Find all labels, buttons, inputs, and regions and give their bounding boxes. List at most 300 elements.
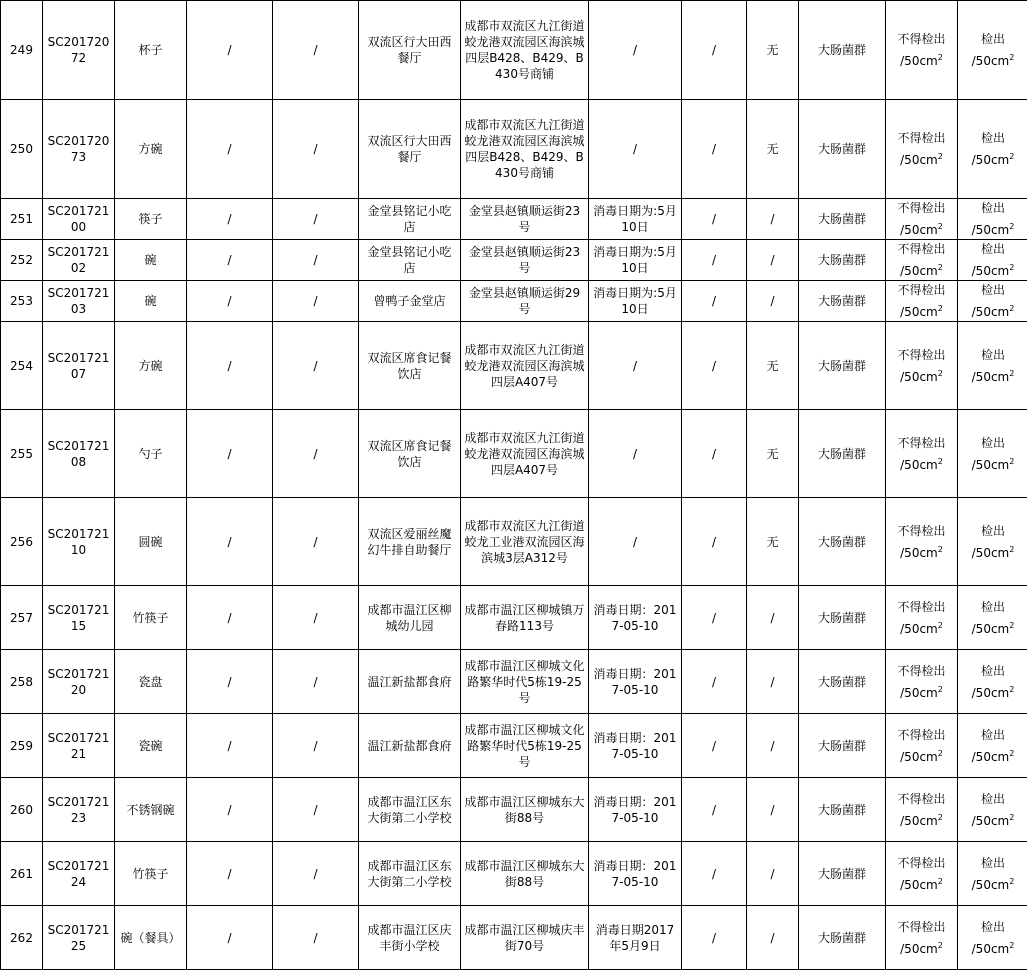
standard-value: 不得检出 — [897, 791, 946, 806]
test-result: 检出 — [980, 523, 1005, 538]
standard-value: 不得检出 — [897, 599, 946, 614]
col-4-cell: / — [187, 199, 273, 240]
standard-value: 不得检出 — [897, 435, 946, 450]
col-4-cell: / — [187, 498, 273, 586]
test-result: 检出 — [980, 791, 1005, 806]
table-row — [1, 240, 1027, 281]
col-5-cell: / — [273, 100, 359, 199]
unit-label — [961, 53, 1025, 69]
test-item-cell: 大肠菌群 — [799, 410, 886, 498]
col-5-cell: / — [273, 842, 359, 906]
standard-value-cell — [886, 240, 958, 281]
col-4-cell: / — [187, 650, 273, 714]
test-result-cell — [958, 281, 1027, 322]
unit-superscript: 2 — [1009, 53, 1015, 62]
unit-superscript: 2 — [937, 544, 943, 554]
disinfection-date-cell: / — [589, 100, 682, 199]
unit-superscript: 2 — [937, 876, 943, 886]
unit-address-cell: 成都市温江区柳城庆丰街70号 — [461, 906, 589, 970]
unit-name-cell: 双流区爱丽丝魔幻牛排自助餐厅 — [359, 498, 461, 586]
unit-name-cell: 双流区行大田西餐厅 — [359, 100, 461, 199]
standard-value: 不得检出 — [897, 663, 946, 678]
col-4-cell: / — [187, 322, 273, 410]
unit-label — [889, 263, 954, 279]
unit-superscript: 2 — [937, 748, 943, 758]
row-number-cell: 256 — [1, 498, 43, 586]
unit-label — [961, 749, 1025, 765]
row-number-cell: 250 — [1, 100, 43, 199]
standard-value: 不得检出 — [897, 919, 946, 934]
results-table-body — [1, 1, 1027, 970]
unit-text: /50cm — [900, 369, 938, 384]
sample-name-cell: 碗（餐具） — [115, 906, 187, 970]
col-10-cell: / — [747, 586, 799, 650]
table-row — [1, 586, 1027, 650]
col-9-cell: / — [682, 498, 747, 586]
col-9-cell: / — [682, 906, 747, 970]
disinfection-date-cell: 消毒日期：2017-05-10 — [589, 586, 682, 650]
standard-value-cell — [886, 650, 958, 714]
unit-text: /50cm — [971, 153, 1010, 167]
sample-code-cell: SC20172115 — [43, 586, 115, 650]
table-row — [1, 322, 1027, 410]
unit-superscript: 2 — [937, 812, 943, 822]
standard-value-cell — [886, 199, 958, 240]
unit-text: /50cm — [900, 223, 938, 237]
col-4-cell: / — [187, 714, 273, 778]
unit-label — [961, 685, 1025, 701]
table-row — [1, 778, 1027, 842]
unit-superscript: 2 — [1009, 368, 1015, 378]
col-10-cell: 无 — [747, 1, 799, 100]
test-result-cell — [958, 586, 1027, 650]
standard-value-cell — [886, 1, 958, 100]
col-10-cell: / — [747, 240, 799, 281]
unit-superscript: 2 — [937, 620, 943, 630]
unit-text: /50cm — [971, 545, 1010, 560]
col-9-cell: / — [682, 842, 747, 906]
row-number-cell: 249 — [1, 1, 43, 100]
disinfection-date-cell: 消毒日期：2017-05-10 — [589, 714, 682, 778]
row-number-cell: 259 — [1, 714, 43, 778]
unit-text: /50cm — [900, 54, 938, 68]
disinfection-date-cell: 消毒日期为:5月10日 — [589, 281, 682, 322]
unit-superscript: 2 — [1009, 684, 1015, 694]
unit-label — [961, 457, 1025, 473]
col-4-cell: / — [187, 240, 273, 281]
unit-label — [961, 941, 1025, 957]
unit-text: /50cm — [900, 545, 938, 560]
test-item-cell: 大肠菌群 — [799, 498, 886, 586]
col-10-cell: / — [747, 281, 799, 322]
test-item-cell: 大肠菌群 — [799, 778, 886, 842]
unit-text: /50cm — [900, 457, 938, 472]
sample-name-cell: 圆碗 — [115, 498, 187, 586]
sample-name-cell: 勺子 — [115, 410, 187, 498]
col-4-cell: / — [187, 410, 273, 498]
unit-superscript: 2 — [937, 684, 943, 694]
standard-value: 不得检出 — [897, 347, 946, 362]
disinfection-date-cell: / — [589, 498, 682, 586]
unit-text: /50cm — [971, 685, 1010, 700]
unit-text: /50cm — [971, 457, 1010, 472]
unit-text: /50cm — [900, 685, 938, 700]
col-5-cell: / — [273, 498, 359, 586]
standard-value-cell — [886, 322, 958, 410]
test-result-cell — [958, 650, 1027, 714]
unit-name-cell: 曾鸭子金堂店 — [359, 281, 461, 322]
unit-superscript: 2 — [937, 222, 943, 231]
unit-label — [889, 457, 954, 473]
unit-superscript: 2 — [1009, 940, 1015, 950]
unit-name-cell: 双流区席食记餐饮店 — [359, 410, 461, 498]
standard-value: 不得检出 — [897, 523, 946, 538]
test-item-cell: 大肠菌群 — [799, 586, 886, 650]
unit-superscript: 2 — [937, 53, 943, 62]
standard-value: 不得检出 — [897, 855, 946, 870]
disinfection-date-cell: 消毒日期：2017-05-10 — [589, 778, 682, 842]
col-4-cell: / — [187, 778, 273, 842]
unit-address-cell: 成都市温江区柳城镇万春路113号 — [461, 586, 589, 650]
col-10-cell: / — [747, 842, 799, 906]
unit-text: /50cm — [900, 621, 938, 636]
standard-value-cell — [886, 586, 958, 650]
unit-address-cell: 成都市温江区柳城文化路繁华时代5栋19-25号 — [461, 714, 589, 778]
sample-code-cell: SC20172125 — [43, 906, 115, 970]
sample-name-cell: 方碗 — [115, 100, 187, 199]
unit-superscript: 2 — [1009, 544, 1015, 554]
col-10-cell: 无 — [747, 100, 799, 199]
sample-code-cell: SC20172120 — [43, 650, 115, 714]
standard-value-cell — [886, 842, 958, 906]
unit-label — [889, 941, 954, 957]
unit-label — [889, 749, 954, 765]
unit-text: /50cm — [900, 153, 938, 167]
unit-address-cell: 成都市温江区柳城东大街88号 — [461, 842, 589, 906]
disinfection-date-cell: 消毒日期：2017-05-10 — [589, 842, 682, 906]
col-9-cell: / — [682, 199, 747, 240]
standard-value: 不得检出 — [897, 131, 946, 145]
unit-address-cell: 成都市双流区九江街道蛟龙港双流园区海滨城四层B428、B429、B430号商铺 — [461, 100, 589, 199]
test-item-cell: 大肠菌群 — [799, 281, 886, 322]
sample-name-cell: 竹筷子 — [115, 586, 187, 650]
col-10-cell: / — [747, 199, 799, 240]
col-4-cell: / — [187, 281, 273, 322]
unit-text: /50cm — [971, 941, 1010, 956]
col-10-cell: 无 — [747, 410, 799, 498]
unit-text: /50cm — [900, 941, 938, 956]
sample-code-cell: SC20172103 — [43, 281, 115, 322]
standard-value: 不得检出 — [897, 242, 946, 256]
unit-name-cell: 成都市温江区东大街第二小学校 — [359, 842, 461, 906]
test-result: 检出 — [980, 201, 1005, 215]
test-result: 检出 — [980, 919, 1005, 934]
col-5-cell: / — [273, 714, 359, 778]
unit-superscript: 2 — [937, 152, 943, 161]
col-10-cell: / — [747, 714, 799, 778]
row-number-cell: 255 — [1, 410, 43, 498]
sample-name-cell: 杯子 — [115, 1, 187, 100]
unit-text: /50cm — [900, 264, 938, 278]
table-row — [1, 1, 1027, 100]
unit-label — [889, 621, 954, 637]
table-row — [1, 410, 1027, 498]
sample-name-cell: 竹筷子 — [115, 842, 187, 906]
disinfection-date-cell: 消毒日期：2017-05-10 — [589, 650, 682, 714]
unit-text: /50cm — [900, 877, 938, 892]
col-5-cell: / — [273, 906, 359, 970]
unit-text: /50cm — [900, 749, 938, 764]
standard-value-cell — [886, 714, 958, 778]
unit-name-cell: 成都市温江区东大街第二小学校 — [359, 778, 461, 842]
unit-superscript: 2 — [1009, 748, 1015, 758]
standard-value: 不得检出 — [897, 32, 946, 46]
sample-code-cell: SC20172102 — [43, 240, 115, 281]
col-9-cell: / — [682, 714, 747, 778]
unit-label — [961, 222, 1025, 238]
unit-address-cell: 成都市双流区九江街道蛟龙工业港双流园区海滨城3层A312号 — [461, 498, 589, 586]
col-5-cell: / — [273, 240, 359, 281]
unit-superscript: 2 — [937, 263, 943, 272]
sample-code-cell: SC20172108 — [43, 410, 115, 498]
col-10-cell: / — [747, 778, 799, 842]
col-9-cell: / — [682, 281, 747, 322]
unit-superscript: 2 — [1009, 222, 1015, 231]
table-row — [1, 281, 1027, 322]
unit-address-cell: 金堂县赵镇顺运街23号 — [461, 199, 589, 240]
test-result-cell — [958, 714, 1027, 778]
unit-address-cell: 成都市双流区九江街道蛟龙港双流园区海滨城四层A407号 — [461, 322, 589, 410]
col-5-cell: / — [273, 650, 359, 714]
row-number-cell: 262 — [1, 906, 43, 970]
disinfection-date-cell: / — [589, 1, 682, 100]
test-result-cell — [958, 199, 1027, 240]
test-result: 检出 — [980, 727, 1005, 742]
test-item-cell: 大肠菌群 — [799, 714, 886, 778]
test-item-cell: 大肠菌群 — [799, 322, 886, 410]
unit-label — [889, 685, 954, 701]
disinfection-date-cell: / — [589, 410, 682, 498]
unit-name-cell: 温江新盐都食府 — [359, 650, 461, 714]
unit-label — [889, 545, 954, 561]
table-row — [1, 199, 1027, 240]
row-number-cell: 258 — [1, 650, 43, 714]
table-row — [1, 714, 1027, 778]
unit-label — [961, 545, 1025, 561]
table-row — [1, 842, 1027, 906]
unit-text: /50cm — [971, 305, 1010, 319]
col-10-cell: / — [747, 650, 799, 714]
unit-label — [889, 877, 954, 893]
test-result-cell — [958, 498, 1027, 586]
sample-name-cell: 瓷盘 — [115, 650, 187, 714]
standard-value-cell — [886, 498, 958, 586]
col-5-cell: / — [273, 1, 359, 100]
unit-address-cell: 成都市温江区柳城文化路繁华时代5栋19-25号 — [461, 650, 589, 714]
col-10-cell: 无 — [747, 322, 799, 410]
unit-label — [961, 152, 1025, 168]
unit-label — [961, 263, 1025, 279]
test-item-cell: 大肠菌群 — [799, 240, 886, 281]
col-9-cell: / — [682, 100, 747, 199]
unit-superscript: 2 — [1009, 152, 1015, 161]
unit-label — [961, 877, 1025, 893]
unit-superscript: 2 — [1009, 620, 1015, 630]
unit-label — [889, 304, 954, 320]
test-item-cell: 大肠菌群 — [799, 1, 886, 100]
table-row — [1, 906, 1027, 970]
unit-superscript: 2 — [937, 368, 943, 378]
unit-address-cell: 成都市温江区柳城东大街88号 — [461, 778, 589, 842]
unit-name-cell: 双流区席食记餐饮店 — [359, 322, 461, 410]
col-5-cell: / — [273, 778, 359, 842]
sample-name-cell: 碗 — [115, 281, 187, 322]
test-result-cell — [958, 906, 1027, 970]
row-number-cell: 251 — [1, 199, 43, 240]
col-10-cell: / — [747, 906, 799, 970]
col-5-cell: / — [273, 199, 359, 240]
table-row — [1, 650, 1027, 714]
test-result-cell — [958, 842, 1027, 906]
standard-value-cell — [886, 778, 958, 842]
col-9-cell: / — [682, 778, 747, 842]
row-number-cell: 253 — [1, 281, 43, 322]
row-number-cell: 254 — [1, 322, 43, 410]
unit-label — [889, 369, 954, 385]
standard-value-cell — [886, 100, 958, 199]
test-item-cell: 大肠菌群 — [799, 906, 886, 970]
test-result-cell — [958, 778, 1027, 842]
test-result: 检出 — [980, 663, 1005, 678]
table-row — [1, 100, 1027, 199]
test-result-cell — [958, 410, 1027, 498]
standard-value-cell — [886, 906, 958, 970]
disinfection-date-cell: 消毒日期为:5月10日 — [589, 199, 682, 240]
col-9-cell: / — [682, 322, 747, 410]
unit-text: /50cm — [971, 749, 1010, 764]
sample-code-cell: SC20172100 — [43, 199, 115, 240]
table-row — [1, 498, 1027, 586]
unit-name-cell: 金堂县铭记小吃店 — [359, 240, 461, 281]
test-result: 检出 — [980, 32, 1005, 46]
unit-superscript: 2 — [1009, 263, 1015, 272]
test-item-cell: 大肠菌群 — [799, 199, 886, 240]
unit-name-cell: 温江新盐都食府 — [359, 714, 461, 778]
unit-name-cell: 双流区行大田西餐厅 — [359, 1, 461, 100]
unit-address-cell: 金堂县赵镇顺运街29号 — [461, 281, 589, 322]
unit-text: /50cm — [900, 813, 938, 828]
col-5-cell: / — [273, 410, 359, 498]
standard-value: 不得检出 — [897, 727, 946, 742]
unit-label — [961, 813, 1025, 829]
unit-text: /50cm — [971, 223, 1010, 237]
sample-code-cell: SC20172124 — [43, 842, 115, 906]
col-5-cell: / — [273, 586, 359, 650]
col-10-cell: 无 — [747, 498, 799, 586]
test-result-cell — [958, 100, 1027, 199]
unit-label — [889, 53, 954, 69]
sample-code-cell: SC20172107 — [43, 322, 115, 410]
disinfection-date-cell: 消毒日期为:5月10日 — [589, 240, 682, 281]
test-result-cell — [958, 322, 1027, 410]
sample-code-cell: SC20172121 — [43, 714, 115, 778]
sample-name-cell: 方碗 — [115, 322, 187, 410]
unit-text: /50cm — [971, 813, 1010, 828]
row-number-cell: 260 — [1, 778, 43, 842]
standard-value-cell — [886, 410, 958, 498]
sample-code-cell: SC20172073 — [43, 100, 115, 199]
unit-superscript: 2 — [937, 940, 943, 950]
sample-code-cell: SC20172123 — [43, 778, 115, 842]
test-result: 检出 — [980, 131, 1005, 145]
unit-name-cell: 成都市温江区庆丰街小学校 — [359, 906, 461, 970]
test-result-cell — [958, 240, 1027, 281]
unit-label — [961, 621, 1025, 637]
sample-name-cell: 不锈钢碗 — [115, 778, 187, 842]
standard-value: 不得检出 — [897, 283, 946, 297]
col-4-cell: / — [187, 100, 273, 199]
unit-text: /50cm — [971, 369, 1010, 384]
test-result: 检出 — [980, 242, 1005, 256]
unit-address-cell: 金堂县赵镇顺运街23号 — [461, 240, 589, 281]
test-result: 检出 — [980, 347, 1005, 362]
test-item-cell: 大肠菌群 — [799, 842, 886, 906]
col-9-cell: / — [682, 1, 747, 100]
disinfection-date-cell: 消毒日期2017年5月9日 — [589, 906, 682, 970]
unit-superscript: 2 — [1009, 876, 1015, 886]
row-number-cell: 257 — [1, 586, 43, 650]
unit-address-cell: 成都市双流区九江街道蛟龙港双流园区海滨城四层A407号 — [461, 410, 589, 498]
unit-superscript: 2 — [1009, 456, 1015, 466]
test-result: 检出 — [980, 599, 1005, 614]
col-4-cell: / — [187, 1, 273, 100]
sample-code-cell: SC20172110 — [43, 498, 115, 586]
unit-name-cell: 金堂县铭记小吃店 — [359, 199, 461, 240]
sample-name-cell: 碗 — [115, 240, 187, 281]
unit-text: /50cm — [971, 54, 1010, 68]
unit-superscript: 2 — [1009, 304, 1015, 313]
sample-name-cell: 瓷碗 — [115, 714, 187, 778]
unit-label — [961, 369, 1025, 385]
unit-text: /50cm — [971, 621, 1010, 636]
standard-value-cell — [886, 281, 958, 322]
unit-label — [889, 152, 954, 168]
unit-superscript: 2 — [937, 304, 943, 313]
unit-label — [889, 813, 954, 829]
col-4-cell: / — [187, 586, 273, 650]
col-5-cell: / — [273, 322, 359, 410]
unit-text: /50cm — [900, 305, 938, 319]
test-result: 检出 — [980, 283, 1005, 297]
unit-label — [889, 222, 954, 238]
col-4-cell: / — [187, 842, 273, 906]
standard-value: 不得检出 — [897, 201, 946, 215]
col-9-cell: / — [682, 650, 747, 714]
unit-address-cell: 成都市双流区九江街道蛟龙港双流园区海滨城四层B428、B429、B430号商铺 — [461, 1, 589, 100]
col-4-cell: / — [187, 906, 273, 970]
unit-superscript: 2 — [937, 456, 943, 466]
unit-text: /50cm — [971, 264, 1010, 278]
col-5-cell: / — [273, 281, 359, 322]
sample-name-cell: 筷子 — [115, 199, 187, 240]
sample-code-cell: SC20172072 — [43, 1, 115, 100]
test-result: 检出 — [980, 855, 1005, 870]
col-9-cell: / — [682, 410, 747, 498]
unit-superscript: 2 — [1009, 812, 1015, 822]
col-9-cell: / — [682, 240, 747, 281]
test-item-cell: 大肠菌群 — [799, 650, 886, 714]
col-9-cell: / — [682, 586, 747, 650]
